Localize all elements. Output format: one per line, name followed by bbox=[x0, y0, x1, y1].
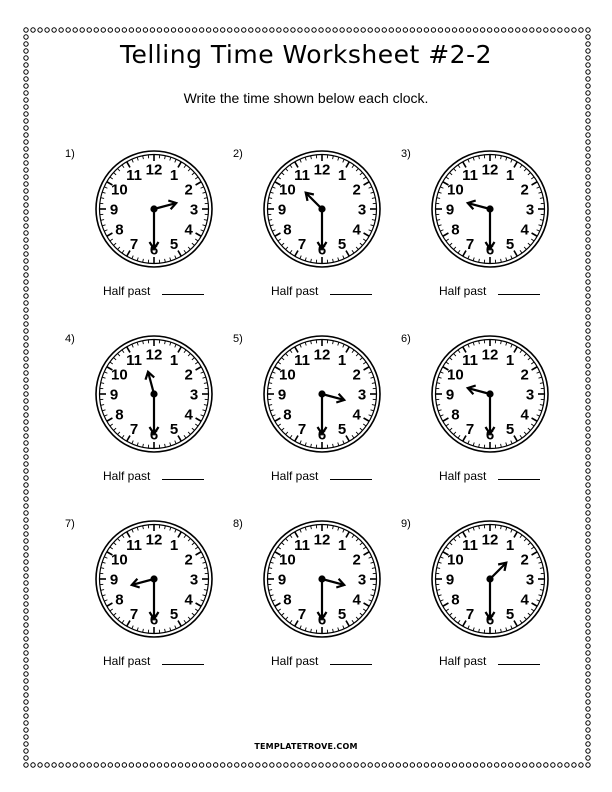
answer-blank[interactable] bbox=[330, 478, 372, 480]
problem-number: 7) bbox=[65, 518, 75, 530]
clock-numeral: 11 bbox=[462, 166, 478, 184]
clock-center bbox=[318, 575, 325, 582]
clock-numeral: 9 bbox=[277, 386, 287, 404]
clock-numeral: 6 bbox=[317, 611, 327, 629]
clock-numeral: 8 bbox=[451, 406, 460, 424]
clock-numeral: 9 bbox=[277, 201, 287, 219]
clock-numeral: 12 bbox=[313, 346, 331, 364]
clock-numeral: 11 bbox=[126, 351, 142, 369]
clock-numeral: 4 bbox=[184, 221, 193, 239]
clock-numeral: 11 bbox=[294, 166, 310, 184]
clock-numeral: 4 bbox=[520, 221, 529, 239]
analog-clock bbox=[93, 148, 215, 270]
clock-problem bbox=[401, 333, 569, 503]
clock-numeral: 1 bbox=[169, 166, 179, 184]
analog-clock bbox=[261, 148, 383, 270]
clock-numeral: 9 bbox=[109, 201, 119, 219]
clock-center bbox=[486, 205, 493, 212]
clock-numeral: 5 bbox=[505, 236, 515, 254]
clock-numeral: 9 bbox=[277, 571, 287, 589]
answer-blank[interactable] bbox=[330, 663, 372, 665]
clock-problem bbox=[233, 333, 401, 503]
answer-blank[interactable] bbox=[498, 663, 540, 665]
answer-label: Half past bbox=[439, 654, 487, 668]
clock-numeral: 10 bbox=[447, 366, 464, 384]
clock-numeral: 11 bbox=[126, 536, 142, 554]
clock-numeral: 12 bbox=[145, 346, 163, 364]
answer-line bbox=[103, 469, 204, 483]
problem-number: 6) bbox=[401, 333, 411, 345]
clock-numeral: 5 bbox=[505, 421, 515, 439]
clock-numeral: 7 bbox=[465, 606, 475, 624]
clock-numeral: 12 bbox=[313, 161, 331, 179]
clock-numeral: 8 bbox=[115, 591, 124, 609]
clock-numeral: 9 bbox=[109, 386, 119, 404]
clock-numeral: 1 bbox=[505, 536, 515, 554]
clock-numeral: 10 bbox=[279, 181, 296, 199]
clock-numeral: 4 bbox=[184, 591, 193, 609]
clock-numeral: 12 bbox=[481, 161, 499, 179]
clock-center bbox=[318, 390, 325, 397]
answer-label: Half past bbox=[439, 469, 487, 483]
clock-numeral: 1 bbox=[337, 166, 347, 184]
answer-blank[interactable] bbox=[162, 478, 204, 480]
clock-numeral: 8 bbox=[283, 591, 292, 609]
clock-numeral: 7 bbox=[297, 606, 307, 624]
clock-numeral: 4 bbox=[520, 406, 529, 424]
problem-number: 3) bbox=[401, 148, 411, 160]
analog-clock bbox=[93, 518, 215, 640]
clock-numeral: 6 bbox=[485, 426, 495, 444]
clock-numeral: 4 bbox=[352, 221, 361, 239]
clock-numeral: 6 bbox=[317, 426, 327, 444]
problem-number: 5) bbox=[233, 333, 243, 345]
clock-numeral: 1 bbox=[337, 351, 347, 369]
clock-numeral: 9 bbox=[445, 201, 455, 219]
answer-label: Half past bbox=[439, 284, 487, 298]
clock-numeral: 4 bbox=[520, 591, 529, 609]
clock-numeral: 5 bbox=[337, 236, 347, 254]
analog-clock bbox=[429, 148, 551, 270]
clock-center bbox=[486, 390, 493, 397]
clock-numeral: 3 bbox=[189, 386, 199, 404]
analog-clock bbox=[429, 518, 551, 640]
answer-label: Half past bbox=[271, 654, 319, 668]
clock-numeral: 2 bbox=[352, 366, 361, 384]
footer-brand: TEMPLATETROVE.COM bbox=[254, 742, 358, 751]
answer-blank[interactable] bbox=[330, 293, 372, 295]
problem-number: 2) bbox=[233, 148, 243, 160]
answer-blank[interactable] bbox=[162, 663, 204, 665]
clock-numeral: 10 bbox=[447, 551, 464, 569]
problem-number: 4) bbox=[65, 333, 75, 345]
analog-clock bbox=[429, 333, 551, 455]
clock-problem bbox=[401, 148, 569, 318]
analog-clock bbox=[93, 333, 215, 455]
answer-label: Half past bbox=[103, 284, 151, 298]
clock-problem bbox=[233, 518, 401, 688]
clock-numeral: 7 bbox=[129, 421, 139, 439]
clock-numeral: 10 bbox=[111, 551, 128, 569]
clock-numeral: 6 bbox=[149, 611, 159, 629]
clock-numeral: 12 bbox=[481, 346, 499, 364]
answer-line bbox=[103, 284, 204, 298]
clock-center bbox=[150, 390, 157, 397]
analog-clock bbox=[261, 333, 383, 455]
clock-numeral: 8 bbox=[283, 406, 292, 424]
clock-numeral: 7 bbox=[297, 236, 307, 254]
worksheet-title: Telling Time Worksheet #2-2 bbox=[120, 40, 492, 69]
answer-line bbox=[271, 469, 372, 483]
clock-numeral: 1 bbox=[169, 351, 179, 369]
clock-numeral: 3 bbox=[357, 571, 367, 589]
clock-numeral: 5 bbox=[169, 606, 179, 624]
clock-numeral: 4 bbox=[352, 406, 361, 424]
clock-numeral: 9 bbox=[445, 386, 455, 404]
answer-label: Half past bbox=[103, 469, 151, 483]
clock-problem bbox=[233, 148, 401, 318]
answer-label: Half past bbox=[271, 284, 319, 298]
clock-numeral: 3 bbox=[189, 201, 199, 219]
clock-numeral: 9 bbox=[445, 571, 455, 589]
answer-label: Half past bbox=[271, 469, 319, 483]
answer-line bbox=[439, 469, 540, 483]
answer-line bbox=[271, 284, 372, 298]
clock-numeral: 3 bbox=[357, 386, 367, 404]
clock-numeral: 2 bbox=[352, 551, 361, 569]
clock-numeral: 11 bbox=[462, 351, 478, 369]
clock-numeral: 8 bbox=[283, 221, 292, 239]
clock-numeral: 6 bbox=[149, 426, 159, 444]
clock-numeral: 8 bbox=[451, 221, 460, 239]
clock-numeral: 6 bbox=[317, 241, 327, 259]
clock-numeral: 1 bbox=[505, 166, 515, 184]
clock-numeral: 11 bbox=[462, 536, 478, 554]
clock-numeral: 2 bbox=[184, 551, 193, 569]
clock-numeral: 10 bbox=[447, 181, 464, 199]
clock-numeral: 9 bbox=[109, 571, 119, 589]
clock-problem bbox=[65, 333, 233, 503]
clock-numeral: 7 bbox=[297, 421, 307, 439]
clock-numeral: 7 bbox=[465, 236, 475, 254]
clock-numeral: 3 bbox=[357, 201, 367, 219]
answer-blank[interactable] bbox=[498, 478, 540, 480]
clock-numeral: 3 bbox=[189, 571, 199, 589]
instructions: Write the time shown below each clock. bbox=[183, 90, 429, 106]
clock-numeral: 2 bbox=[520, 366, 529, 384]
clock-numeral: 2 bbox=[520, 551, 529, 569]
problem-number: 1) bbox=[65, 148, 75, 160]
clock-numeral: 10 bbox=[111, 181, 128, 199]
clock-numeral: 7 bbox=[129, 236, 139, 254]
clock-numeral: 6 bbox=[485, 241, 495, 259]
answer-line bbox=[271, 654, 372, 668]
clock-numeral: 5 bbox=[505, 606, 515, 624]
clock-numeral: 5 bbox=[169, 236, 179, 254]
clock-numeral: 12 bbox=[145, 161, 163, 179]
clock-numeral: 11 bbox=[294, 536, 310, 554]
problem-number: 9) bbox=[401, 518, 411, 530]
clock-numeral: 12 bbox=[145, 531, 163, 549]
clock-numeral: 6 bbox=[149, 241, 159, 259]
clock-numeral: 4 bbox=[352, 591, 361, 609]
clock-numeral: 2 bbox=[184, 366, 193, 384]
clock-problem bbox=[401, 518, 569, 688]
answer-blank[interactable] bbox=[162, 293, 204, 295]
clock-numeral: 7 bbox=[129, 606, 139, 624]
clock-numeral: 3 bbox=[525, 571, 535, 589]
clock-numeral: 12 bbox=[481, 531, 499, 549]
clock-numeral: 5 bbox=[337, 421, 347, 439]
clock-numeral: 8 bbox=[115, 221, 124, 239]
clock-center bbox=[150, 205, 157, 212]
clock-numeral: 5 bbox=[337, 606, 347, 624]
clock-numeral: 10 bbox=[279, 366, 296, 384]
answer-blank[interactable] bbox=[498, 293, 540, 295]
clock-problem bbox=[65, 518, 233, 688]
clock-problem bbox=[65, 148, 233, 318]
clock-numeral: 4 bbox=[184, 406, 193, 424]
clock-numeral: 7 bbox=[465, 421, 475, 439]
clock-numeral: 2 bbox=[520, 181, 529, 199]
analog-clock bbox=[261, 518, 383, 640]
problem-number: 8) bbox=[233, 518, 243, 530]
answer-label: Half past bbox=[103, 654, 151, 668]
clock-numeral: 8 bbox=[115, 406, 124, 424]
answer-line bbox=[439, 654, 540, 668]
clock-numeral: 10 bbox=[111, 366, 128, 384]
clock-numeral: 1 bbox=[337, 536, 347, 554]
clock-center bbox=[150, 575, 157, 582]
answer-line bbox=[439, 284, 540, 298]
clock-numeral: 11 bbox=[126, 166, 142, 184]
clock-numeral: 2 bbox=[352, 181, 361, 199]
answer-line bbox=[103, 654, 204, 668]
clock-center bbox=[486, 575, 493, 582]
clock-numeral: 12 bbox=[313, 531, 331, 549]
clock-numeral: 3 bbox=[525, 386, 535, 404]
clock-numeral: 11 bbox=[294, 351, 310, 369]
clock-numeral: 6 bbox=[485, 611, 495, 629]
clock-numeral: 8 bbox=[451, 591, 460, 609]
clock-numeral: 1 bbox=[505, 351, 515, 369]
clock-numeral: 10 bbox=[279, 551, 296, 569]
clock-numeral: 3 bbox=[525, 201, 535, 219]
clock-numeral: 5 bbox=[169, 421, 179, 439]
clock-numeral: 2 bbox=[184, 181, 193, 199]
clock-center bbox=[318, 205, 325, 212]
clock-numeral: 1 bbox=[169, 536, 179, 554]
